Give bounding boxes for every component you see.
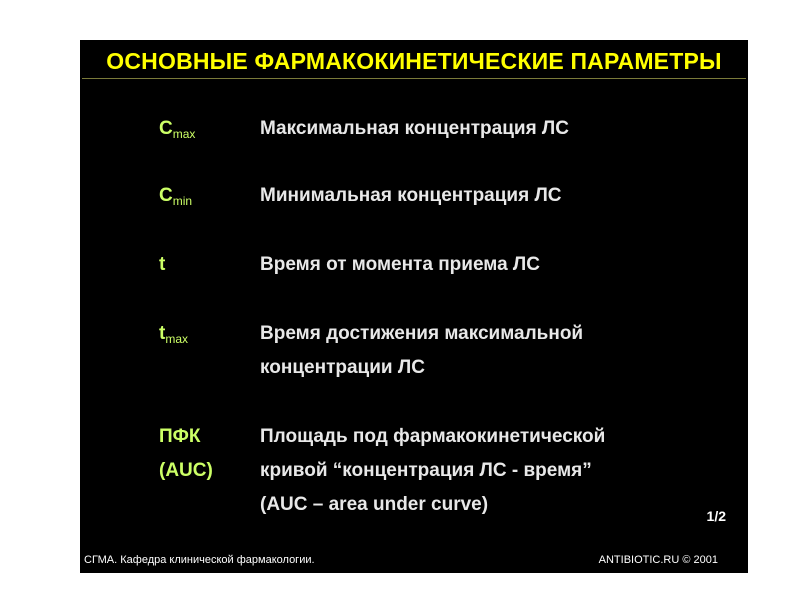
slide bbox=[80, 40, 748, 573]
param-symbol-auc bbox=[159, 420, 213, 488]
param-symbol-cmax bbox=[159, 112, 195, 147]
param-symbol-line: (AUC) bbox=[159, 460, 213, 481]
param-description-line: концентрации ЛС bbox=[260, 357, 425, 378]
title-divider bbox=[82, 78, 746, 79]
param-symbol-t bbox=[159, 248, 165, 282]
footer-department: СГМА. Кафедра клинической фармакологии. bbox=[84, 554, 315, 566]
param-description-auc bbox=[260, 420, 605, 522]
param-symbol-subscript: max bbox=[165, 332, 188, 346]
param-description-line: Время от момента приема ЛС bbox=[260, 254, 540, 275]
param-description-extra: (AUC – area under curve) bbox=[260, 494, 489, 515]
param-symbol-tmax bbox=[159, 317, 188, 352]
param-symbol-letter: C bbox=[159, 118, 173, 139]
param-description-line: Время достижения максимальной bbox=[260, 323, 584, 344]
param-description-line: кривой “концентрация ЛС - время” bbox=[260, 460, 592, 481]
page-number: 1/2 bbox=[706, 508, 726, 524]
param-description-line: Площадь под фармакокинетической bbox=[260, 426, 606, 447]
param-symbol-subscript: min bbox=[172, 194, 193, 208]
param-description-cmax bbox=[260, 112, 569, 146]
param-description-t bbox=[260, 248, 540, 282]
param-description-line: Максимальная концентрация ЛС bbox=[260, 118, 569, 139]
slide-title: ОСНОВНЫЕ ФАРМАКОКИНЕТИЧЕСКИЕ ПАРАМЕТРЫ bbox=[106, 48, 722, 74]
param-description-line: Минимальная концентрация ЛС bbox=[260, 185, 562, 206]
footer-copyright: ANTIBIOTIC.RU © 2001 bbox=[598, 554, 718, 566]
param-description-tmax bbox=[260, 317, 583, 385]
param-symbol-line: ПФК bbox=[159, 426, 201, 447]
param-symbol-subscript: max bbox=[172, 127, 196, 141]
param-symbol-cmin bbox=[159, 179, 192, 214]
param-symbol-letter: C bbox=[159, 185, 173, 206]
param-description-cmin bbox=[260, 179, 562, 213]
param-symbol-letter: t bbox=[159, 323, 166, 344]
param-symbol-letter: t bbox=[159, 254, 166, 275]
